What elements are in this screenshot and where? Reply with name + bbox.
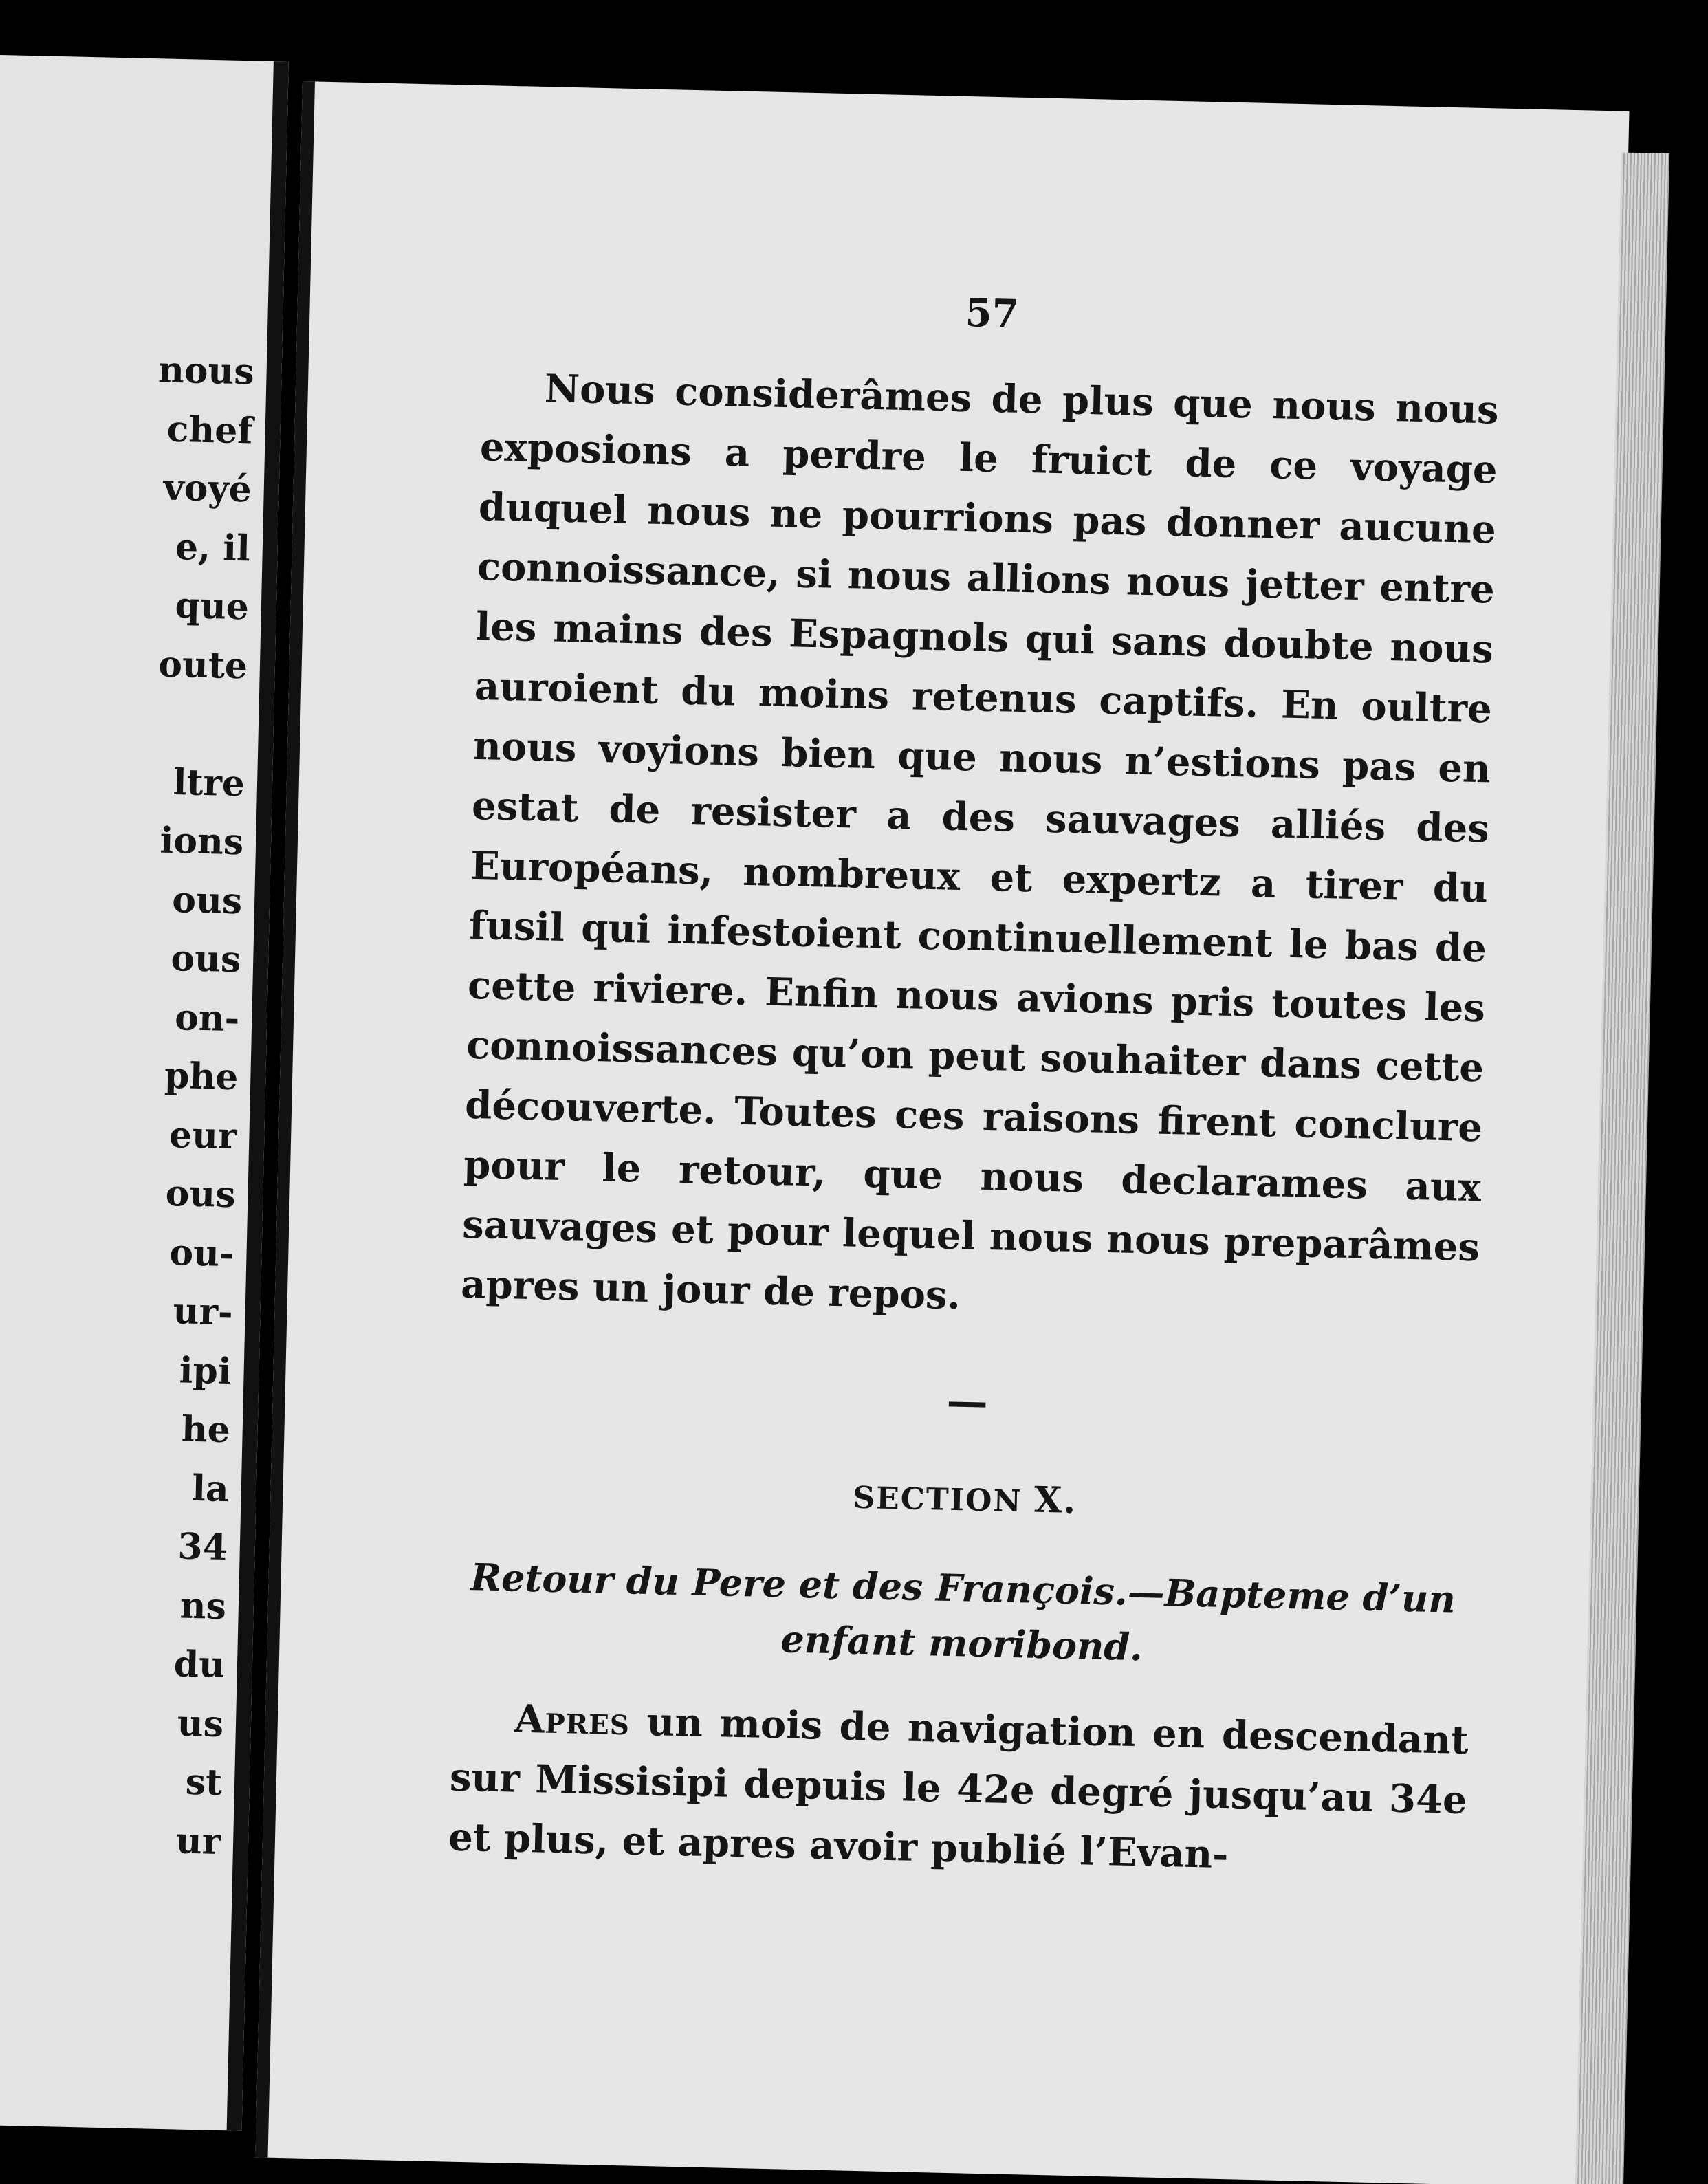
facing-line: ions	[159, 819, 244, 864]
facing-line: ns	[179, 1584, 227, 1628]
facing-line: phe	[164, 1054, 239, 1099]
facing-line: st	[185, 1760, 223, 1804]
facing-line: ur-	[173, 1290, 234, 1334]
facing-line: oute	[157, 642, 248, 687]
section-heading-number: X.	[1033, 1478, 1078, 1522]
facing-line: eur	[168, 1113, 238, 1157]
section-heading-label: SECTION	[852, 1480, 1023, 1520]
facing-line: ou-	[168, 1231, 235, 1275]
paragraph-2-text: un mois de navigation en descendant sur Missisipi depuis le 42e degré jusqu’au 34e et plus, et apres avoir publié l’Evan-	[448, 1699, 1469, 1878]
page-block-edge	[1575, 153, 1669, 2184]
facing-line: ous	[170, 937, 241, 981]
facing-line: nous	[157, 349, 255, 393]
page-number: 57	[964, 290, 1020, 337]
facing-line: us	[177, 1701, 224, 1745]
facing-line: e, il	[175, 525, 251, 569]
facing-line: chef	[166, 408, 254, 452]
section-heading	[456, 1463, 1474, 1537]
facing-line: la	[191, 1467, 230, 1510]
paragraph-2	[448, 1688, 1469, 1891]
facing-line: 34	[177, 1525, 228, 1569]
facing-line: que	[174, 584, 250, 629]
paragraph-2-lead-word: Apres	[514, 1696, 631, 1745]
facing-line: he	[181, 1408, 231, 1452]
facing-line: ous	[165, 1172, 237, 1216]
facing-line: du	[173, 1643, 226, 1687]
facing-line: ous	[171, 878, 243, 922]
book-page	[255, 81, 1629, 2184]
facing-line: ur	[175, 1819, 221, 1863]
facing-line: ipi	[179, 1348, 232, 1393]
facing-page-text	[0, 337, 255, 1871]
facing-line	[0, 690, 247, 754]
facing-page	[0, 55, 289, 2131]
facing-line: ltre	[173, 761, 245, 805]
section-subtitle: Retour du Pere et des François.—Bapteme d’un enfant moribond.	[470, 1555, 1456, 1670]
facing-line: voyé	[162, 466, 252, 511]
text-column	[448, 278, 1501, 1890]
section-divider: —	[945, 1377, 989, 1427]
facing-line: on-	[174, 996, 240, 1040]
paragraph-1: Nous considerâmes de plus que nous nous exposions a perdre le fruict de ce voyage duquel nous ne pourrions pas donner aucune connoissance, si nous allions nous jetter entre les mains des Espagnols qui sans doubte nous auroient du moins retenus captifs. En oultre nous voyions bien que nous n’estions pas en estat de resister a des sauvages alliés des Européans, nombreux et expertz a tirer du fusil qui infestoient continuellement le bas de cette riviere. Enfin nous avions pris toutes les connoissances qu’on peut souhaiter dans cette découverte. Toutes ces raisons firent conclure pour le retour, que nous declarames aux sauvages et pour lequel nous nous preparâmes apres un jour de repos.	[460, 366, 1500, 1319]
